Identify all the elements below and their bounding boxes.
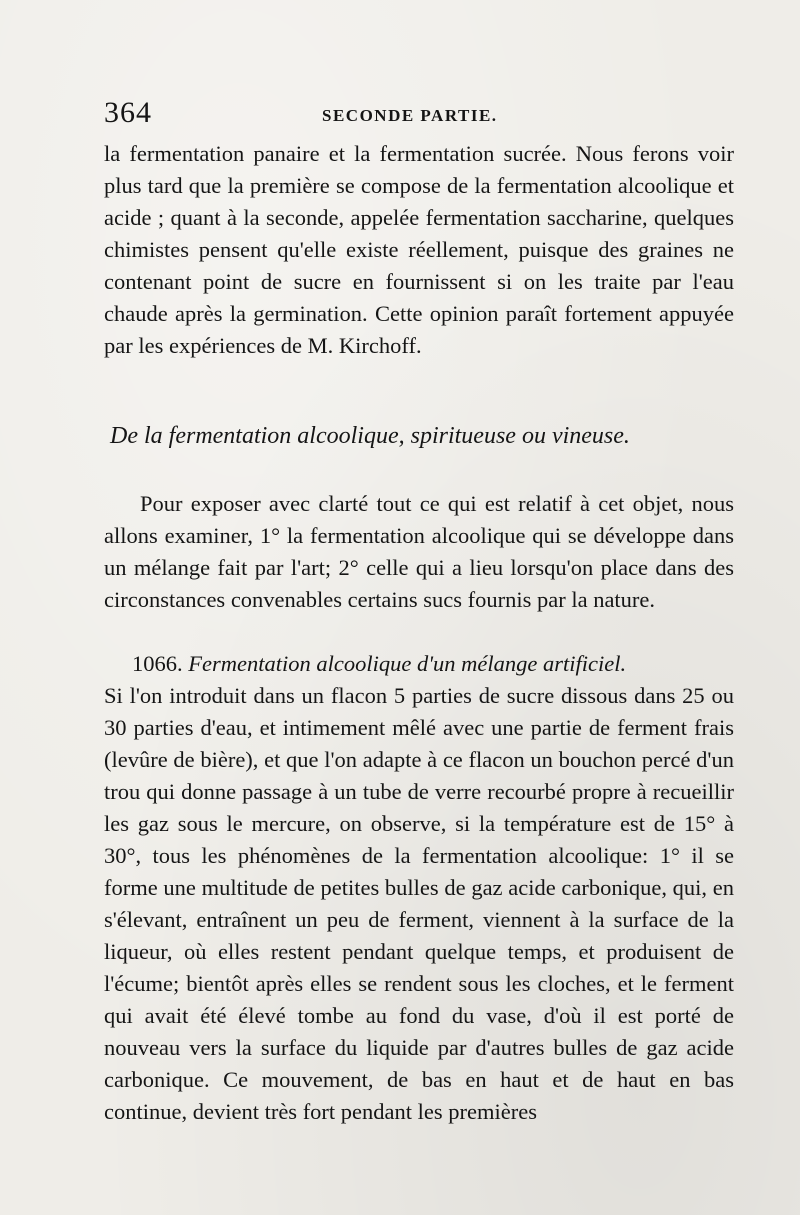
- running-header: [104, 96, 734, 136]
- paragraph-title: Fermentation alcoolique d'un mélange artificiel.: [188, 651, 627, 676]
- section-heading: De la fermentation alcoolique, spiritueuse ou vineuse.: [110, 423, 630, 449]
- paragraph-body: [104, 648, 734, 1128]
- paragraph-continued: [104, 138, 734, 362]
- page-number: 364: [104, 96, 152, 129]
- paragraph-number: 1066.: [132, 651, 183, 676]
- paragraph-intro: [104, 488, 734, 616]
- paragraph-text: la fermentation panaire et la fermentation sucrée. Nous ferons voir plus tard que la première se compose de la fermentation alcoolique et acide ; quant à la seconde, appelée fermentation saccharine, quelques chimistes pensent qu'elle existe réellement, puisque des graines ne contenant point de sucre en fournissent si on les traite par l'eau chaude après la germination. Cette opinion paraît fortement appuyée par les expériences de M. Kirchoff.: [104, 141, 734, 358]
- paragraph-text: Pour exposer avec clarté tout ce qui est relatif à cet objet, nous allons examiner, 1° la fermentation alcoolique qui se développe dans un mélange fait par l'art; 2° celle qui a lieu lorsqu'on place dans des circonstances convenables certains sucs fournis par la nature.: [104, 491, 734, 612]
- paragraph-text: Si l'on introduit dans un flacon 5 parties de sucre dissous dans 25 ou 30 parties d'eau, et intimement mêlé avec une partie de ferment frais (levûre de bière), et que l'on adapte à ce flacon un bouchon percé d'un trou qui donne passage à un tube de verre recourbé propre à recueillir les gaz sous le mercure, on observe, si la température est de 15° à 30°, tous les phénomènes de la fermentation alcoolique: 1° il se forme une multitude de petites bulles de gaz acide carbonique, qui, en s'élevant, entraînent un peu de ferment, viennent à la surface de la liqueur, où elles restent pendant quelque temps, et produisent de l'écume; bientôt après elles se rendent sous les cloches, et le ferment qui avait été élevé tombe au fond du vase, d'où il est porté de nouveau vers la surface du liquide par d'autres bulles de gaz acide carbonique. Ce mouvement, de bas en haut et de haut en bas continue, devient très fort pendant les premières: [104, 683, 734, 1124]
- paragraph-1066: [104, 648, 734, 1128]
- paragraph-lead: [104, 648, 734, 680]
- running-title: SECONDE PARTIE.: [322, 106, 498, 125]
